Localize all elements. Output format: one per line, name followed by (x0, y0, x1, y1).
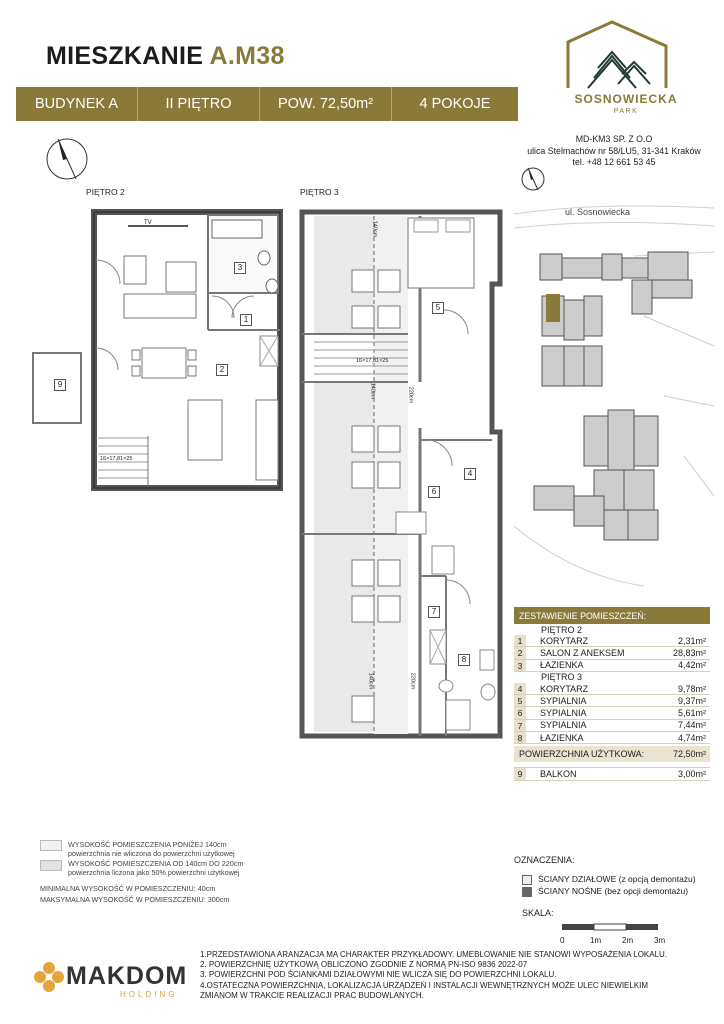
total-label: POWIERZCHNIA UŻYTKOWA: (519, 749, 645, 760)
site-compass-icon (520, 166, 546, 192)
legend-mid (68, 859, 243, 877)
room-area: 28,83m² (672, 647, 706, 658)
room-name: SYPIALNIA (540, 708, 587, 719)
room-area: 7,44m² (677, 720, 706, 731)
room-num: 8 (514, 732, 526, 743)
rooms-table-floor3: PIĘTRO 3 (541, 672, 583, 683)
room-num: 9 (514, 768, 526, 779)
table-row (514, 635, 710, 647)
room-num: 3 (514, 660, 526, 671)
height-140-top: 140cm (371, 220, 378, 238)
table-row (514, 707, 710, 719)
room-name: KORYTARZ (540, 635, 589, 646)
room-num: 6 (514, 707, 526, 718)
partition-wall-swatch (522, 875, 532, 885)
height-220-mid: 220cm (407, 386, 414, 404)
table-row (514, 695, 710, 707)
company-address: ulica Stelmachów nr 58/LU5, 31-341 Kraków (527, 145, 701, 156)
room-num: 4 (514, 683, 526, 694)
min-height: MINIMALNA WYSOKOŚĆ W POMIESZCZENIU: 40cm (40, 884, 216, 893)
legend-below-140-title: WYSOKOŚĆ POMIESZCZENIA PONIŻEJ 140cm (68, 840, 227, 849)
table-row (514, 683, 710, 695)
title-prefix: MIESZKANIE (46, 42, 204, 70)
info-band (16, 87, 518, 121)
room-name: BALKON (540, 769, 577, 780)
company-name: MD-KM3 SP. Z O.O (575, 134, 653, 144)
scale-bar (556, 922, 666, 934)
room-name: SALON Z ANEKSEM (540, 647, 625, 658)
legend-mid-note: powierzchnia liczona jako 50% powierzchni użytkowej (68, 868, 240, 877)
room-name: KORYTARZ (540, 683, 589, 694)
tv-label: TV (144, 220, 152, 226)
room-badge-1: 1 (240, 314, 252, 326)
markings-title: OZNACZENIA: (514, 855, 575, 865)
company-phone: tel. +48 12 661 53 45 (572, 157, 656, 167)
room-name: SYPIALNIA (540, 695, 587, 706)
room-num: 2 (514, 647, 526, 658)
compass-icon (44, 136, 90, 182)
notes (200, 950, 712, 1001)
rooms-table-header: ZESTAWIENIE POMIESZCZEŃ: (514, 607, 710, 624)
room-area: 9,37m² (677, 695, 706, 706)
partition-wall-label: ŚCIANY DZIAŁOWE (z opcją demontażu) (538, 874, 696, 884)
room-badge-2: 2 (216, 364, 228, 376)
table-row (514, 660, 710, 672)
page-title (46, 42, 285, 71)
scale-tick-1: 1m (590, 936, 602, 945)
rooms-table-floor2: PIĘTRO 2 (541, 624, 583, 635)
room-badge-9: 9 (54, 379, 66, 391)
room-name: ŁAZIENKA (540, 660, 584, 671)
room-area: 5,61m² (677, 708, 706, 719)
building-label: BUDYNEK A (16, 87, 138, 121)
makdom-logo-icon (32, 960, 66, 994)
room-badge-5: 5 (432, 302, 444, 314)
makdom-sub: HOLDING (120, 990, 178, 999)
makdom-name: MAKDOM (66, 962, 188, 990)
room-num: 1 (514, 635, 526, 646)
max-height: MAKSYMALNA WYSOKOŚĆ W POMIESZCZENIU: 300cm (40, 895, 230, 904)
markings (514, 855, 575, 865)
height-220-bottom: 220cm (409, 672, 416, 690)
area-label: POW. 72,50m² (260, 87, 392, 121)
load-bearing-wall-swatch (522, 887, 532, 897)
floor2-plan (28, 200, 284, 500)
company-info (514, 134, 714, 169)
rooms-table (514, 607, 710, 781)
room-num: 5 (514, 695, 526, 706)
room-name: SYPIALNIA (540, 720, 587, 731)
rooms-count-label: 4 POKOJE (419, 96, 491, 112)
load-bearing-wall-label: ŚCIANY NOŚNE (bez opcji demontażu) (538, 886, 689, 896)
note-2: 2. POWIERZCHNIĘ UŻYTKOWĄ OBLICZONO ZGODNIE Z NORMĄ PN-ISO 9836 2022-07 (200, 960, 528, 970)
room-area: 2,31m² (677, 635, 706, 646)
scale-tick-2: 2m (622, 936, 634, 945)
legend-below-140 (68, 840, 235, 858)
total-area: 72,50m² (672, 749, 706, 760)
brand-name: SOSNOWIECKA (574, 92, 678, 106)
note-3: 3. POWIERZCHNI POD ŚCIANKAMI DZIAŁOWYMI NIE WLICZA SIĘ DO POWIERZCHNI LOKALU. (200, 970, 557, 980)
room-area: 4,42m² (677, 660, 706, 671)
room-badge-8: 8 (458, 654, 470, 666)
table-row (514, 647, 710, 659)
room-badge-7: 7 (428, 606, 440, 618)
height-140-mid: 140cm (369, 382, 376, 400)
room-area: 4,74m² (677, 732, 706, 743)
table-row (514, 732, 710, 744)
street-label: ul. Sosnowiecka (565, 207, 631, 217)
stairs-label-floor3: 16×17,81×25 (356, 358, 389, 364)
note-4b: ZMIANOM W TRAKCIE REALIZACJI PRAC BUDOWLANYCH. (200, 990, 424, 1000)
legend-swatch-mid (40, 860, 62, 871)
apartment-code: A.M38 (209, 42, 285, 70)
height-140-bottom: 140cm (367, 672, 374, 690)
legend-below-140-note: powierzchnia nie wliczona do powierzchni użytkowej (68, 849, 235, 858)
room-area: 9,78m² (677, 683, 706, 694)
room-num: 7 (514, 720, 526, 731)
sosnowiecka-logo-icon (562, 18, 672, 90)
site-map (514, 196, 714, 596)
floor2-label: PIĘTRO 2 (86, 187, 125, 197)
total-area-row (514, 746, 710, 762)
note-1: 1.PRZEDSTAWIONA ARANŻACJA MA CHARAKTER PRZYKŁADOWY. UMEBLOWANIE NIE STANOWI WYPOSAŻENIA LOKALU. (200, 950, 668, 959)
room-badge-6: 6 (428, 486, 440, 498)
room-badge-3: 3 (234, 262, 246, 274)
scale-tick-0: 0 (560, 936, 565, 945)
room-area: 3,00m² (677, 769, 706, 780)
floor-label: II PIĘTRO (138, 87, 260, 121)
scale-tick-3: 3m (654, 936, 666, 945)
room-name: ŁAZIENKA (540, 732, 584, 743)
floor3-label: PIĘTRO 3 (300, 187, 339, 197)
stairs-label-floor2: 16×17,81×25 (100, 456, 133, 462)
brand-sub: PARK (613, 108, 639, 115)
table-row (514, 720, 710, 732)
legend-swatch-below-140 (40, 840, 62, 851)
legend-mid-title: WYSOKOŚĆ POMIESZCZENIA OD 140cm DO 220cm (68, 859, 244, 868)
table-row (514, 768, 710, 780)
scale-title: SKALA: (522, 908, 554, 918)
room-badge-4: 4 (464, 468, 476, 480)
note-4: 4.OSTATECZNA POWIERZCHNIA, LOKALIZACJA URZĄDZEŃ I INSTALACJI WEWNĘTRZNYCH MOŻE ULEC NIEWIELKIM (200, 980, 649, 990)
